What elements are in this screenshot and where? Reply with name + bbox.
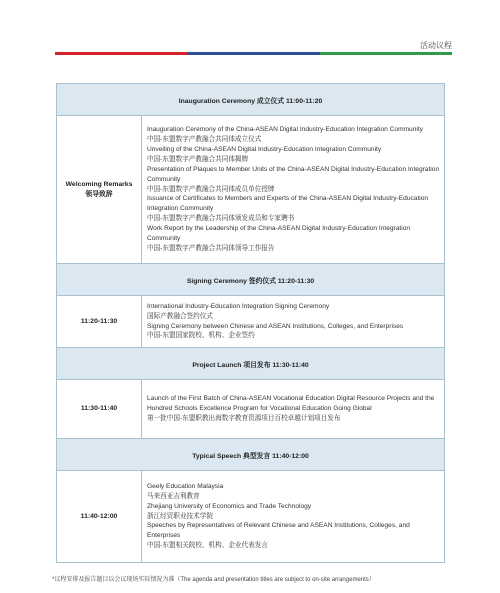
agenda-item-line: Inauguration Ceremony of the China-ASEAN Digital Industry-Education Integration Community (147, 126, 423, 134)
agenda-item-line: Geely Education Malaysia (147, 482, 224, 490)
agenda-item-line: 第一批中国-东盟职教出海数字教育资源项目百校卓越计划项目发布 (147, 414, 341, 422)
agenda-item-line: Unveiling of the China-ASEAN Digital Industry-Education Integration Community (147, 145, 382, 153)
session-content-row (57, 116, 445, 264)
agenda-item-line: 国际产教融合签约仪式 (147, 312, 213, 320)
agenda-item-line: 中国-东盟数字产教融合共同体成立仪式 (147, 136, 262, 144)
color-bar-red-segment (55, 52, 187, 55)
agenda-item-line: 中国-东盟数字产教融合共同体颁发成员和专家聘书 (147, 215, 295, 223)
session-content-cell (142, 296, 445, 348)
agenda-item-line: 中国-东盟数字产教融合共同体领导工作报告 (147, 244, 275, 252)
session-time-label: 领导致辞 (85, 190, 113, 198)
session-title: Inauguration Ceremony 成立仪式 11:00-11:20 (57, 84, 445, 116)
session-content-cell (142, 116, 445, 264)
session-time-label: 11:20-11:30 (80, 317, 118, 325)
footnote: *议程安排及报告题目以会议现场实际情况为准（The agenda and presentation titles are subject to on-site arrangements） (52, 577, 375, 583)
color-bar-blue-segment (187, 52, 319, 55)
agenda-table (56, 83, 445, 563)
agenda-item-line: Speeches by Representatives of Relevant Chinese and ASEAN Institutions, Colleges, and Enterprises (147, 522, 410, 540)
session-header-row (57, 84, 445, 116)
agenda-item-line: Issuance of Certificates to Members and Experts of the China-ASEAN Digital Industry-Education Integration Community (147, 195, 429, 213)
session-time-cell (57, 471, 142, 563)
agenda-item-line: 马来西亚吉利教育 (147, 492, 200, 500)
session-header-row (57, 348, 445, 380)
session-time-label: 11:40-12:00 (80, 512, 118, 520)
agenda-item-line: International Industry-Education Integration Signing Ceremony (147, 302, 330, 310)
section-label: 活动议程 (420, 41, 452, 50)
session-title: Project Launch 项目发布 11:30-11:40 (57, 348, 445, 380)
agenda-item-line: Work Report by the Leadership of the China-ASEAN Digital Industry-Education Integration Community (147, 225, 411, 242)
session-title: Signing Ceremony 签约仪式 11:20-11:30 (57, 264, 445, 296)
session-time-cell (57, 380, 142, 439)
session-time-label: Welcoming Remarks (65, 181, 133, 189)
session-title: Typical Speech 典型发言 11:40-12:00 (57, 439, 445, 471)
session-content-row (57, 296, 445, 348)
color-bar (55, 52, 452, 55)
agenda-item-line: 中国-东盟相关院校、机构、企业代表发言 (147, 542, 268, 550)
session-content-row (57, 471, 445, 563)
agenda-item-line: 中国-东盟国家院校、机构、企业签约 (147, 332, 255, 340)
session-time-label: 11:30-11:40 (80, 405, 118, 413)
session-header-row (57, 439, 445, 471)
agenda-item-line: Presentation of Plaques to Member Units of the China-ASEAN Digital Industry-Education Integration Community (147, 165, 440, 183)
agenda-item-line: 中国-东盟数字产教融合共同体成员单位授牌 (147, 185, 275, 193)
session-content-cell (142, 471, 445, 563)
session-time-cell (57, 296, 142, 348)
session-content-cell (142, 380, 445, 439)
agenda-item-line: Launch of the First Batch of China-ASEAN Vocational Education Digital Resource Projects and the Hundred Schools Excellence Program for Vocational Education Going Global (147, 395, 435, 413)
color-bar-green-segment (320, 52, 452, 55)
session-content-row (57, 380, 445, 439)
agenda-item-line: Zhejiang University of Economics and Trade Technology (147, 502, 312, 510)
session-time-cell (57, 116, 142, 264)
agenda-item-line: 中国-东盟数字产教融合共同体揭牌 (147, 155, 249, 163)
agenda-item-line: Signing Ceremony between Chinese and ASEAN Institutions, Colleges, and Enterprises (147, 322, 404, 330)
session-header-row (57, 264, 445, 296)
agenda-item-line: 浙江经贸职业技术学院 (147, 512, 213, 520)
